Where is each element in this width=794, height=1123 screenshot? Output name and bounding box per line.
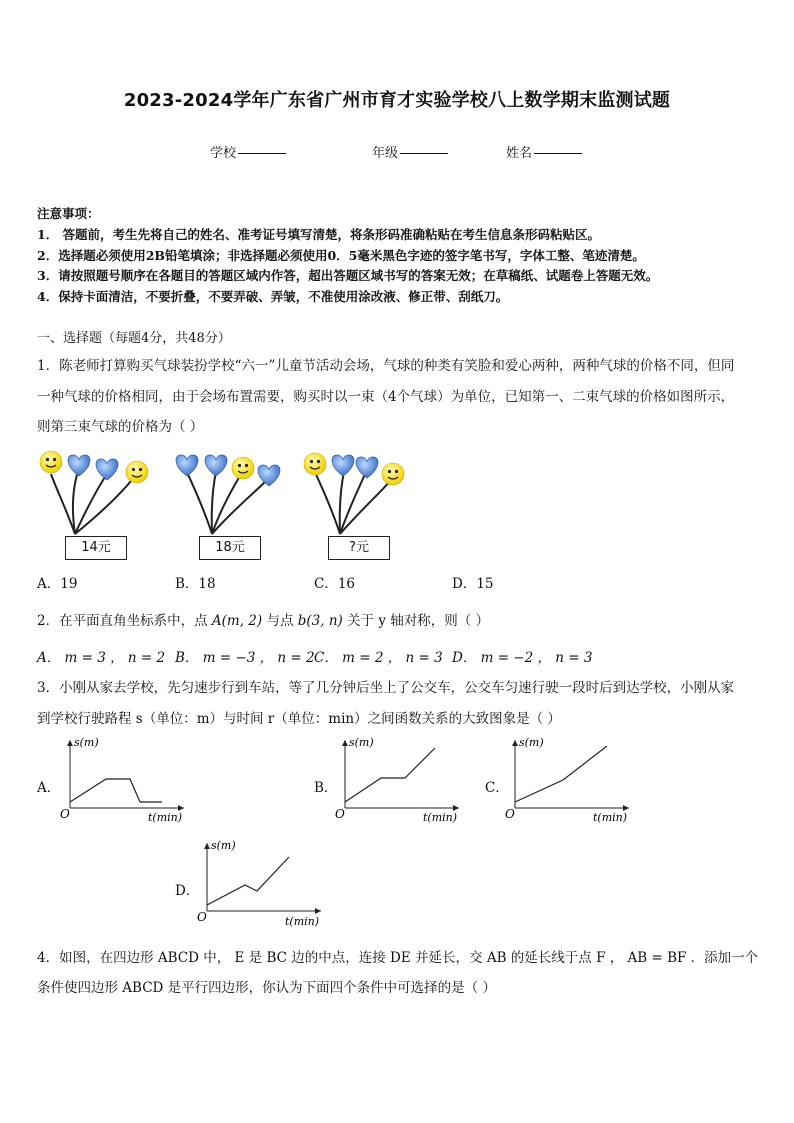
smiley-balloon-icon [382, 463, 404, 485]
smiley-balloon-icon [126, 461, 148, 483]
q2-option-a[interactable]: A． m = 3 ， n = 2 [37, 650, 166, 666]
school-field [210, 142, 286, 161]
heart-balloon-icon [356, 457, 378, 478]
q2-option-b[interactable]: B． m = −3 ， n = 2 [175, 650, 315, 666]
q2-mid: 与点 [262, 613, 298, 629]
price-box-1: 14元 [65, 536, 127, 560]
q3-option-a-label[interactable]: A． [37, 780, 61, 796]
origin-label: O [197, 910, 207, 924]
note-item: 1． 答题前，考生先将自己的姓名、准考证号填写清楚，将条形码准确粘贴在考生信息条形码粘贴区。 [37, 227, 601, 242]
bunch-2 [176, 455, 280, 534]
school-label: 学校 [210, 146, 237, 161]
grade-blank[interactable] [400, 153, 448, 154]
q1-line: 一种气球的价格相同，由于会场布置需要，购买时以一束（4个气球）为单位，已知第一、二束气球的价格如图所示， [37, 389, 735, 405]
q2-pre: 2．在平面直角坐标系中，点 [37, 613, 212, 629]
axis-label-s: s(m) [349, 736, 374, 749]
q2-point-b: b(3, n) [297, 613, 343, 629]
graph-d[interactable] [197, 837, 327, 929]
q3-option-c-label[interactable]: C． [485, 780, 509, 796]
price-box-3: ?元 [328, 536, 390, 560]
heart-balloon-icon [96, 459, 118, 480]
q1-line: 1．陈老师打算购买气球装扮学校“六一”儿童节活动会场，气球的种类有笑脸和爱心两种，两种气球的价格不同，但同 [37, 358, 735, 374]
note-item: 4．保持卡面清洁，不要折叠，不要弄破、弄皱，不准使用涂改液、修正带、刮纸刀。 [37, 289, 509, 304]
q1-option-a[interactable]: A．19 [37, 576, 78, 592]
q3-line: 到学校行驶路程 s（单位：m）与时间 r（单位：min）之间函数关系的大致图象是（ ） [37, 711, 561, 727]
page-title: 2023-2024学年广东省广州市育才实验学校八上数学期末监测试题 [123, 90, 671, 111]
graph-a[interactable] [60, 734, 190, 824]
axis-label-s: s(m) [211, 839, 236, 852]
q3-option-d-label[interactable]: D． [175, 883, 200, 899]
q4-line: 4．如图，在四边形 ABCD 中， E 是 BC 边的中点，连接 DE 并延长，交 AB 的延长线于点 F ， AB = BF ．添加一个 [37, 950, 759, 966]
name-label: 姓名 [506, 146, 533, 161]
axis-label-t: t(min) [593, 811, 628, 824]
bunch-1 [40, 451, 148, 534]
q1-option-b[interactable]: B．18 [175, 576, 216, 592]
name-field [506, 142, 582, 161]
axis-label-t: t(min) [285, 915, 320, 928]
smiley-balloon-icon [40, 451, 62, 473]
q2-stem [37, 609, 489, 629]
bunch-3 [304, 453, 404, 534]
note-item: 3．请按照题号顺序在各题目的答题区域内作答，超出答题区域书写的答案无效；在草稿纸、试题卷上答题无效。 [37, 268, 659, 283]
axis-label-t: t(min) [148, 811, 183, 824]
name-blank[interactable] [534, 153, 582, 154]
q1-line: 则第三束气球的价格为（ ） [37, 419, 204, 435]
origin-label: O [60, 807, 70, 821]
origin-label: O [335, 807, 345, 821]
grade-field [372, 142, 448, 161]
axis-label-t: t(min) [423, 811, 458, 824]
axis-label-s: s(m) [74, 736, 99, 749]
heart-balloon-icon [205, 455, 227, 476]
school-blank[interactable] [238, 153, 286, 154]
q3-option-b-label[interactable]: B． [314, 780, 338, 796]
heart-balloon-icon [68, 455, 90, 476]
axis-label-s: s(m) [519, 736, 544, 749]
origin-label: O [505, 807, 515, 821]
heart-balloon-icon [176, 455, 198, 476]
note-item: 2．选择题必须使用2B铅笔填涂；非选择题必须使用0．5毫米黑色字迹的签字笔书写，字体工整、笔迹清楚。 [37, 248, 645, 263]
q4-line: 条件使四边形 ABCD 是平行四边形，你认为下面四个条件中可选择的是（ ） [37, 980, 496, 996]
q2-option-c[interactable]: C． m = 2 ， n = 3 [314, 650, 443, 666]
q2-point-a: A(m, 2) [211, 613, 263, 629]
smiley-balloon-icon [232, 457, 254, 479]
q1-option-d[interactable]: D．15 [452, 576, 494, 592]
q1-option-c[interactable]: C．16 [314, 576, 356, 592]
notes-heading: 注意事项： [37, 206, 100, 221]
q3-line: 3．小刚从家去学校，先匀速步行到车站，等了几分钟后坐上了公交车，公交车匀速行驶一段时后到达学校，小刚从家 [37, 680, 735, 696]
q2-post: 关于 y 轴对称，则（ ） [342, 613, 490, 629]
heart-balloon-icon [258, 465, 280, 486]
section-heading: 一、选择题（每题4分，共48分） [37, 331, 231, 346]
graph-c[interactable] [505, 734, 635, 824]
smiley-balloon-icon [304, 453, 326, 475]
grade-label: 年级 [372, 146, 399, 161]
price-box-2: 18元 [199, 536, 261, 560]
graph-b[interactable] [335, 734, 465, 824]
q2-option-d[interactable]: D． m = −2 ， n = 3 [452, 650, 593, 666]
heart-balloon-icon [332, 455, 354, 476]
